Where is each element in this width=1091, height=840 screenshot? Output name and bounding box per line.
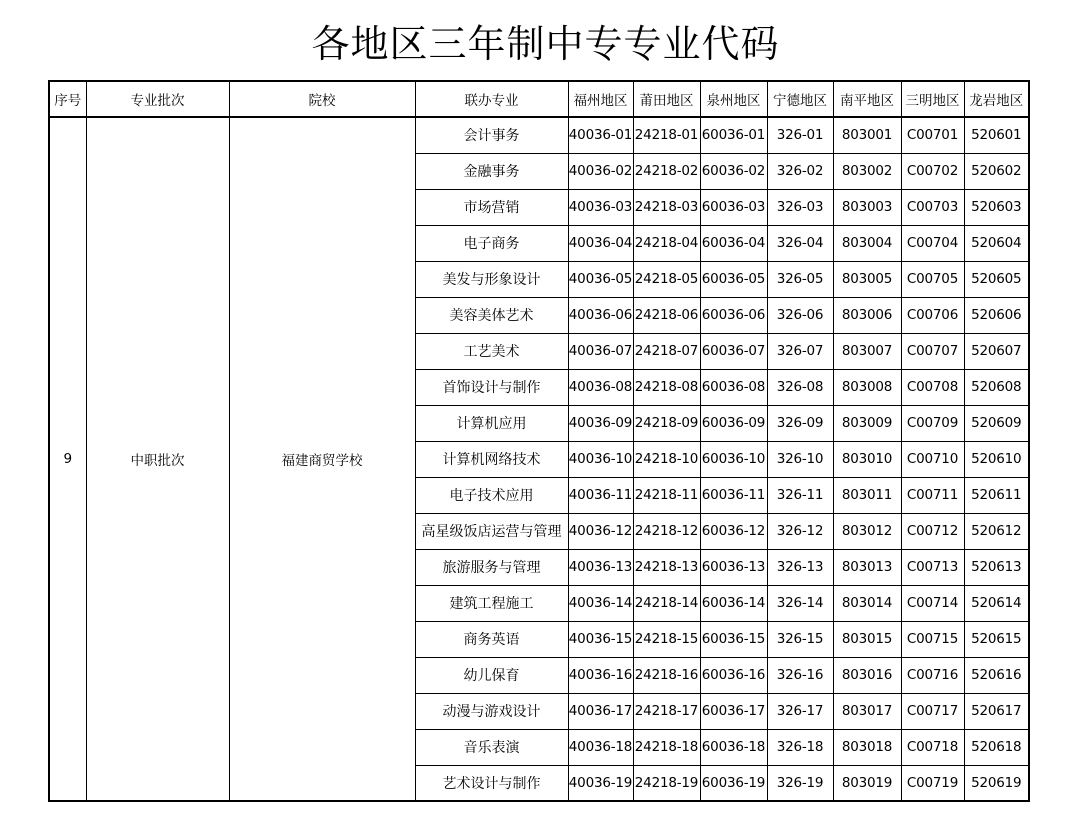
code-cell-putian: 24218-08 [633, 369, 700, 405]
code-cell-fuzhou: 40036-15 [568, 621, 633, 657]
code-cell-nanping: 803014 [833, 585, 901, 621]
code-cell-longyan: 520609 [964, 405, 1029, 441]
code-cell-sanming: C00716 [901, 657, 964, 693]
code-cell-ningde: 326-10 [767, 441, 833, 477]
code-cell-putian: 24218-05 [633, 261, 700, 297]
code-cell-longyan: 520618 [964, 729, 1029, 765]
code-cell-nanping: 803002 [833, 153, 901, 189]
major-cell: 会计事务 [415, 117, 568, 153]
code-cell-ningde: 326-08 [767, 369, 833, 405]
code-cell-ningde: 326-15 [767, 621, 833, 657]
code-cell-putian: 24218-15 [633, 621, 700, 657]
school-cell: 福建商贸学校 [229, 117, 415, 801]
table-body [49, 117, 1029, 801]
major-cell: 美发与形象设计 [415, 261, 568, 297]
seq-cell: 9 [49, 117, 86, 801]
header-ningde: 宁德地区 [767, 81, 833, 117]
header-fuzhou: 福州地区 [568, 81, 633, 117]
code-cell-quanzhou: 60036-18 [700, 729, 767, 765]
code-cell-longyan: 520602 [964, 153, 1029, 189]
major-cell: 市场营销 [415, 189, 568, 225]
code-cell-longyan: 520615 [964, 621, 1029, 657]
code-cell-longyan: 520605 [964, 261, 1029, 297]
code-cell-nanping: 803007 [833, 333, 901, 369]
code-cell-nanping: 803015 [833, 621, 901, 657]
code-cell-longyan: 520613 [964, 549, 1029, 585]
code-cell-fuzhou: 40036-13 [568, 549, 633, 585]
code-cell-nanping: 803003 [833, 189, 901, 225]
header-seq: 序号 [49, 81, 86, 117]
code-cell-ningde: 326-04 [767, 225, 833, 261]
code-cell-putian: 24218-17 [633, 693, 700, 729]
code-cell-ningde: 326-11 [767, 477, 833, 513]
table-row [49, 117, 1029, 153]
code-cell-quanzhou: 60036-15 [700, 621, 767, 657]
code-cell-ningde: 326-16 [767, 657, 833, 693]
code-cell-fuzhou: 40036-12 [568, 513, 633, 549]
code-cell-nanping: 803005 [833, 261, 901, 297]
code-cell-sanming: C00717 [901, 693, 964, 729]
code-cell-ningde: 326-12 [767, 513, 833, 549]
code-cell-quanzhou: 60036-17 [700, 693, 767, 729]
code-cell-ningde: 326-18 [767, 729, 833, 765]
code-cell-nanping: 803016 [833, 657, 901, 693]
code-cell-putian: 24218-02 [633, 153, 700, 189]
code-cell-sanming: C00704 [901, 225, 964, 261]
code-cell-sanming: C00705 [901, 261, 964, 297]
major-cell: 金融事务 [415, 153, 568, 189]
code-cell-fuzhou: 40036-01 [568, 117, 633, 153]
code-cell-putian: 24218-10 [633, 441, 700, 477]
code-cell-nanping: 803012 [833, 513, 901, 549]
code-cell-nanping: 803004 [833, 225, 901, 261]
code-cell-sanming: C00719 [901, 765, 964, 801]
major-cell: 艺术设计与制作 [415, 765, 568, 801]
major-cell: 动漫与游戏设计 [415, 693, 568, 729]
code-cell-ningde: 326-03 [767, 189, 833, 225]
code-cell-putian: 24218-16 [633, 657, 700, 693]
code-cell-sanming: C00701 [901, 117, 964, 153]
code-cell-putian: 24218-07 [633, 333, 700, 369]
code-cell-fuzhou: 40036-03 [568, 189, 633, 225]
major-code-table [48, 80, 1030, 802]
code-cell-longyan: 520601 [964, 117, 1029, 153]
code-cell-nanping: 803017 [833, 693, 901, 729]
code-cell-putian: 24218-14 [633, 585, 700, 621]
code-cell-nanping: 803019 [833, 765, 901, 801]
code-cell-quanzhou: 60036-03 [700, 189, 767, 225]
code-cell-ningde: 326-19 [767, 765, 833, 801]
code-cell-longyan: 520610 [964, 441, 1029, 477]
code-cell-sanming: C00708 [901, 369, 964, 405]
major-cell: 计算机应用 [415, 405, 568, 441]
code-cell-quanzhou: 60036-12 [700, 513, 767, 549]
code-cell-fuzhou: 40036-02 [568, 153, 633, 189]
major-cell: 幼儿保育 [415, 657, 568, 693]
code-cell-ningde: 326-17 [767, 693, 833, 729]
code-cell-sanming: C00706 [901, 297, 964, 333]
code-cell-sanming: C00711 [901, 477, 964, 513]
code-cell-putian: 24218-13 [633, 549, 700, 585]
code-cell-sanming: C00714 [901, 585, 964, 621]
code-cell-putian: 24218-01 [633, 117, 700, 153]
header-longyan: 龙岩地区 [964, 81, 1029, 117]
code-cell-fuzhou: 40036-06 [568, 297, 633, 333]
code-cell-longyan: 520606 [964, 297, 1029, 333]
code-cell-quanzhou: 60036-08 [700, 369, 767, 405]
code-cell-sanming: C00712 [901, 513, 964, 549]
code-cell-sanming: C00703 [901, 189, 964, 225]
code-cell-fuzhou: 40036-09 [568, 405, 633, 441]
code-cell-longyan: 520619 [964, 765, 1029, 801]
code-cell-putian: 24218-18 [633, 729, 700, 765]
major-cell: 美容美体艺术 [415, 297, 568, 333]
code-cell-longyan: 520616 [964, 657, 1029, 693]
code-cell-fuzhou: 40036-08 [568, 369, 633, 405]
code-cell-longyan: 520607 [964, 333, 1029, 369]
code-cell-ningde: 326-07 [767, 333, 833, 369]
code-cell-sanming: C00709 [901, 405, 964, 441]
code-cell-quanzhou: 60036-19 [700, 765, 767, 801]
code-cell-quanzhou: 60036-01 [700, 117, 767, 153]
code-cell-quanzhou: 60036-07 [700, 333, 767, 369]
code-cell-ningde: 326-02 [767, 153, 833, 189]
major-cell: 商务英语 [415, 621, 568, 657]
header-school: 院校 [229, 81, 415, 117]
code-cell-fuzhou: 40036-14 [568, 585, 633, 621]
code-cell-putian: 24218-03 [633, 189, 700, 225]
major-cell: 建筑工程施工 [415, 585, 568, 621]
code-cell-fuzhou: 40036-18 [568, 729, 633, 765]
code-cell-quanzhou: 60036-11 [700, 477, 767, 513]
code-cell-sanming: C00707 [901, 333, 964, 369]
code-cell-fuzhou: 40036-16 [568, 657, 633, 693]
code-cell-putian: 24218-09 [633, 405, 700, 441]
code-cell-nanping: 803001 [833, 117, 901, 153]
code-cell-quanzhou: 60036-06 [700, 297, 767, 333]
code-cell-fuzhou: 40036-05 [568, 261, 633, 297]
code-cell-nanping: 803010 [833, 441, 901, 477]
code-cell-putian: 24218-12 [633, 513, 700, 549]
code-cell-quanzhou: 60036-16 [700, 657, 767, 693]
code-cell-longyan: 520608 [964, 369, 1029, 405]
code-cell-quanzhou: 60036-13 [700, 549, 767, 585]
code-cell-quanzhou: 60036-14 [700, 585, 767, 621]
header-nanping: 南平地区 [833, 81, 901, 117]
major-cell: 计算机网络技术 [415, 441, 568, 477]
code-cell-fuzhou: 40036-17 [568, 693, 633, 729]
code-cell-sanming: C00710 [901, 441, 964, 477]
code-cell-putian: 24218-06 [633, 297, 700, 333]
code-cell-nanping: 803011 [833, 477, 901, 513]
code-cell-longyan: 520612 [964, 513, 1029, 549]
code-cell-longyan: 520611 [964, 477, 1029, 513]
code-cell-sanming: C00702 [901, 153, 964, 189]
major-cell: 电子商务 [415, 225, 568, 261]
header-batch: 专业批次 [86, 81, 229, 117]
major-cell: 高星级饭店运营与管理 [415, 513, 568, 549]
code-cell-longyan: 520617 [964, 693, 1029, 729]
header-putian: 莆田地区 [633, 81, 700, 117]
major-cell: 首饰设计与制作 [415, 369, 568, 405]
code-cell-quanzhou: 60036-04 [700, 225, 767, 261]
code-cell-putian: 24218-11 [633, 477, 700, 513]
code-cell-fuzhou: 40036-11 [568, 477, 633, 513]
code-cell-nanping: 803008 [833, 369, 901, 405]
header-major: 联办专业 [415, 81, 568, 117]
code-cell-ningde: 326-06 [767, 297, 833, 333]
code-cell-ningde: 326-14 [767, 585, 833, 621]
table-header-row [49, 81, 1029, 117]
code-cell-nanping: 803013 [833, 549, 901, 585]
code-cell-ningde: 326-05 [767, 261, 833, 297]
code-cell-sanming: C00715 [901, 621, 964, 657]
code-cell-quanzhou: 60036-02 [700, 153, 767, 189]
header-sanming: 三明地区 [901, 81, 964, 117]
code-cell-fuzhou: 40036-10 [568, 441, 633, 477]
batch-cell: 中职批次 [86, 117, 229, 801]
code-cell-longyan: 520603 [964, 189, 1029, 225]
code-cell-fuzhou: 40036-19 [568, 765, 633, 801]
major-cell: 旅游服务与管理 [415, 549, 568, 585]
code-cell-ningde: 326-13 [767, 549, 833, 585]
code-cell-putian: 24218-19 [633, 765, 700, 801]
code-cell-nanping: 803018 [833, 729, 901, 765]
code-cell-nanping: 803006 [833, 297, 901, 333]
major-cell: 工艺美术 [415, 333, 568, 369]
code-cell-longyan: 520604 [964, 225, 1029, 261]
page-title: 各地区三年制中专专业代码 [311, 22, 780, 66]
code-cell-quanzhou: 60036-10 [700, 441, 767, 477]
major-cell: 音乐表演 [415, 729, 568, 765]
code-cell-fuzhou: 40036-07 [568, 333, 633, 369]
code-cell-ningde: 326-01 [767, 117, 833, 153]
code-cell-ningde: 326-09 [767, 405, 833, 441]
major-cell: 电子技术应用 [415, 477, 568, 513]
code-cell-sanming: C00713 [901, 549, 964, 585]
code-cell-quanzhou: 60036-09 [700, 405, 767, 441]
code-cell-quanzhou: 60036-05 [700, 261, 767, 297]
code-cell-nanping: 803009 [833, 405, 901, 441]
code-cell-longyan: 520614 [964, 585, 1029, 621]
code-cell-fuzhou: 40036-04 [568, 225, 633, 261]
code-cell-sanming: C00718 [901, 729, 964, 765]
header-quanzhou: 泉州地区 [700, 81, 767, 117]
code-cell-putian: 24218-04 [633, 225, 700, 261]
